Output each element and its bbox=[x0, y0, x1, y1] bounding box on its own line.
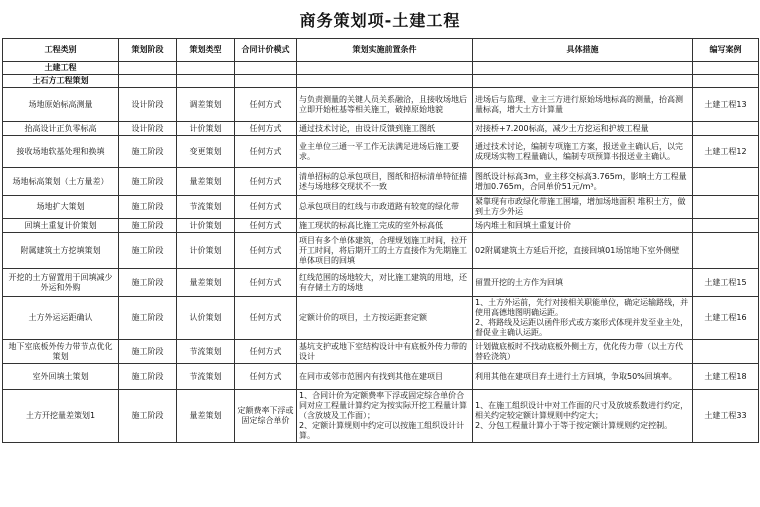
row-measures: 计划做底板时不找动底板外侧土方，优化传力带（以土方代替砼浇筑） bbox=[473, 340, 693, 364]
header-row bbox=[3, 39, 759, 62]
table-row bbox=[3, 168, 759, 196]
row-case bbox=[693, 168, 759, 196]
table-row bbox=[3, 364, 759, 390]
row-category: 回填土重复计价策划 bbox=[3, 219, 119, 233]
row-stage: 施工阶段 bbox=[119, 269, 177, 297]
row-pricing-mode: 任何方式 bbox=[235, 269, 297, 297]
row-type: 计价策划 bbox=[177, 122, 235, 136]
row-category: 场地标高策划（土方量差） bbox=[3, 168, 119, 196]
row-category: 附属建筑土方挖填策划 bbox=[3, 233, 119, 269]
subsection-title: 土石方工程策划 bbox=[3, 75, 119, 88]
row-precondition: 清单招标的总承包项目，图纸和招标清单特征描述与场地移交现状不一致 bbox=[297, 168, 473, 196]
row-stage: 施工阶段 bbox=[119, 233, 177, 269]
table-row bbox=[3, 122, 759, 136]
row-type: 变更策划 bbox=[177, 136, 235, 168]
planning-table bbox=[2, 38, 759, 443]
row-pricing-mode: 任何方式 bbox=[235, 219, 297, 233]
table-row bbox=[3, 340, 759, 364]
row-type: 量差策划 bbox=[177, 168, 235, 196]
row-stage: 施工阶段 bbox=[119, 297, 177, 340]
header-precondition: 策划实施前置条件 bbox=[297, 39, 473, 62]
header-measures: 具体措施 bbox=[473, 39, 693, 62]
table-row bbox=[3, 233, 759, 269]
row-category: 场地原始标高测量 bbox=[3, 88, 119, 122]
row-stage: 施工阶段 bbox=[119, 364, 177, 390]
header-category: 工程类别 bbox=[3, 39, 119, 62]
table-row bbox=[3, 88, 759, 122]
row-measures: 02附属建筑土方延后开挖，直接回填01场馆地下室外侧壁 bbox=[473, 233, 693, 269]
row-precondition: 1、合同计价为定额费率下浮或固定综合单价合同对应工程量计算约定为按实际开挖工程量计算（含放坡及工作面）； 2、定额计算规则中约定可以按施工组织设计计算。 bbox=[297, 390, 473, 443]
header-case: 编写案例 bbox=[693, 39, 759, 62]
row-stage: 设计阶段 bbox=[119, 88, 177, 122]
row-measures: 1、在施工组织设计中对工作面的尺寸及放坡系数进行约定，相关约定较定额计算规则中约定大； 2、分包工程量计算小于等于按定额计算规则约定控制。 bbox=[473, 390, 693, 443]
row-case bbox=[693, 219, 759, 233]
row-type: 调差策划 bbox=[177, 88, 235, 122]
row-case bbox=[693, 233, 759, 269]
row-measures: 通过技术讨论，编制专项施工方案，报送业主确认后，以完成现场实物工程量确认，编制专项预算书报送业主确认。 bbox=[473, 136, 693, 168]
row-type: 量差策划 bbox=[177, 269, 235, 297]
row-precondition: 业主单位三通一平工作无法满足进场后施工要求。 bbox=[297, 136, 473, 168]
row-pricing-mode: 任何方式 bbox=[235, 168, 297, 196]
row-stage: 施工阶段 bbox=[119, 196, 177, 219]
row-precondition: 总承包项目的红线与市政道路有较宽的绿化带 bbox=[297, 196, 473, 219]
row-measures: 利用其他在建项目弃土进行土方回填，争取50%回填率。 bbox=[473, 364, 693, 390]
table-row bbox=[3, 219, 759, 233]
row-type: 认价策划 bbox=[177, 297, 235, 340]
row-type: 节流策划 bbox=[177, 340, 235, 364]
row-case: 土建工程16 bbox=[693, 297, 759, 340]
row-case bbox=[693, 122, 759, 136]
row-pricing-mode: 任何方式 bbox=[235, 364, 297, 390]
row-precondition: 在同市或邻市范围内有找到其他在建项目 bbox=[297, 364, 473, 390]
row-stage: 施工阶段 bbox=[119, 136, 177, 168]
table-row bbox=[3, 297, 759, 340]
row-stage: 施工阶段 bbox=[119, 168, 177, 196]
row-type: 量差策划 bbox=[177, 390, 235, 443]
row-precondition: 项目有多个单体建筑，合理规划施工时间，拉开开工时间，将后期开工的土方直接作为先期施工单体项目的回填 bbox=[297, 233, 473, 269]
row-measures: 留置开挖的土方作为回填 bbox=[473, 269, 693, 297]
row-category: 场地扩大策划 bbox=[3, 196, 119, 219]
row-case: 土建工程33 bbox=[693, 390, 759, 443]
row-measures: 紧靠现有市政绿化带施工围墙，增加场地面积 堆积土方，做到土方少外运 bbox=[473, 196, 693, 219]
row-precondition: 定额计价的项目，土方按运距套定额 bbox=[297, 297, 473, 340]
row-measures: 对接桥+7.200标高，减少土方挖运和护坡工程量 bbox=[473, 122, 693, 136]
row-category: 开挖的土方留置用于回填减少外运和外购 bbox=[3, 269, 119, 297]
subsection-row bbox=[3, 75, 759, 88]
row-precondition: 通过技术讨论，由设计反馈到施工图纸 bbox=[297, 122, 473, 136]
row-case: 土建工程12 bbox=[693, 136, 759, 168]
row-case: 土建工程13 bbox=[693, 88, 759, 122]
row-type: 节流策划 bbox=[177, 364, 235, 390]
row-stage: 施工阶段 bbox=[119, 219, 177, 233]
row-category: 土方外运运距确认 bbox=[3, 297, 119, 340]
section-row bbox=[3, 62, 759, 75]
row-measures: 图纸设计标高3m，业主移交标高3.765m，影响土方工程量增加0.765m，合同单价51元/m³。 bbox=[473, 168, 693, 196]
row-type: 计价策划 bbox=[177, 219, 235, 233]
row-pricing-mode: 任何方式 bbox=[235, 136, 297, 168]
row-pricing-mode: 定额费率下浮或固定综合单价 bbox=[235, 390, 297, 443]
row-case bbox=[693, 340, 759, 364]
row-precondition: 与负责测量的关键人员关系融洽，且接收场地后立即开始桩基等相关施工，破掉原始地貌 bbox=[297, 88, 473, 122]
row-case: 土建工程18 bbox=[693, 364, 759, 390]
row-pricing-mode: 任何方式 bbox=[235, 233, 297, 269]
row-pricing-mode: 任何方式 bbox=[235, 297, 297, 340]
page-title: 商务策划项-土建工程 bbox=[299, 11, 461, 30]
section-title: 土建工程 bbox=[3, 62, 119, 75]
header-type: 策划类型 bbox=[177, 39, 235, 62]
table-row bbox=[3, 196, 759, 219]
table-row bbox=[3, 390, 759, 443]
row-category: 土方开挖量差策划1 bbox=[3, 390, 119, 443]
row-precondition: 施工现状的标高比施工完成的室外标高低 bbox=[297, 219, 473, 233]
row-case bbox=[693, 196, 759, 219]
row-stage: 设计阶段 bbox=[119, 122, 177, 136]
table-row bbox=[3, 136, 759, 168]
row-category: 抬高设计正负零标高 bbox=[3, 122, 119, 136]
row-pricing-mode: 任何方式 bbox=[235, 122, 297, 136]
row-measures: 场内堆土和回填土重复计价 bbox=[473, 219, 693, 233]
row-stage: 施工阶段 bbox=[119, 340, 177, 364]
row-type: 计价策划 bbox=[177, 233, 235, 269]
table-row bbox=[3, 269, 759, 297]
row-precondition: 红线范围的场地较大，对比施工建筑的用地，还有存储土方的场地 bbox=[297, 269, 473, 297]
row-case: 土建工程15 bbox=[693, 269, 759, 297]
row-pricing-mode: 任何方式 bbox=[235, 196, 297, 219]
header-stage: 策划阶段 bbox=[119, 39, 177, 62]
row-precondition: 基坑支护或地下室结构设计中有底板外传力带的设计 bbox=[297, 340, 473, 364]
row-measures: 进场后与监理、业主三方进行原始场地标高的测量，抬高测量标高，增大土方计算量 bbox=[473, 88, 693, 122]
row-pricing-mode: 任何方式 bbox=[235, 340, 297, 364]
row-stage: 施工阶段 bbox=[119, 390, 177, 443]
row-type: 节流策划 bbox=[177, 196, 235, 219]
row-category: 室外回填土策划 bbox=[3, 364, 119, 390]
row-category: 接收场地软基处理和换填 bbox=[3, 136, 119, 168]
header-pricing-mode: 合同计价模式 bbox=[235, 39, 297, 62]
row-category: 地下室底板外传力带节点优化策划 bbox=[3, 340, 119, 364]
row-pricing-mode: 任何方式 bbox=[235, 88, 297, 122]
row-measures: 1、土方外运前，先行对接相关职能单位，确定运输路线，并使用高德地图明确运距。 2、将路线及运距以函件形式或方案形式体现并发至业主处，督促业主确认运距。 bbox=[473, 297, 693, 340]
